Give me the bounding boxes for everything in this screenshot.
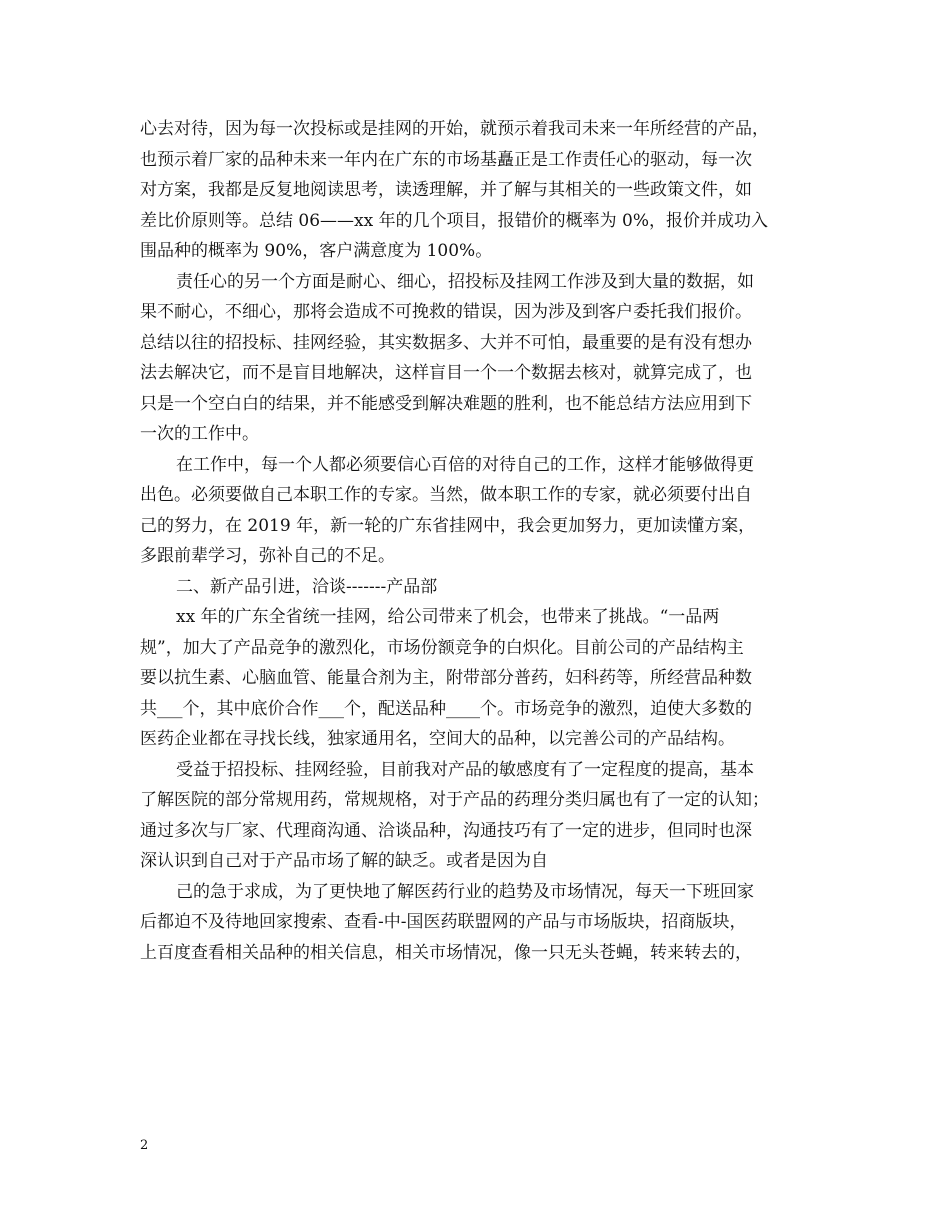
text-line: 围品种的概率为 90%，客户满意度为 100%。 bbox=[140, 241, 493, 261]
text-line: 总结以往的招投标、挂网经验，其实数据多、大并不可怕，最重要的是有没有想办 bbox=[140, 332, 752, 353]
text-line: 共___个，其中底价合作___个，配送品种____个。市场竞争的激烈，迫使大多数的 bbox=[140, 698, 752, 719]
text-line: 规”，加大了产品竞争的激烈化，市场份额竞争的白炽化。目前公司的产品结构主 bbox=[140, 637, 744, 658]
text-line: 后都迫不及待地回家搜索、查看-中-国医药联盟网的产品与市场版块，招商版块， bbox=[140, 912, 747, 932]
text-line: 己的急于求成，为了更快地了解医药行业的趋势及市场情况，每天一下班回家 bbox=[176, 881, 754, 902]
text-line: 出色。必须要做自己本职工作的专家。当然，做本职工作的专家，就必须要付出自 bbox=[140, 485, 752, 505]
text-line: 法去解决它，而不是盲目地解决，这样盲目一个一个数据去核对，就算完成了，也 bbox=[140, 363, 752, 383]
text-line: 受益于招投标、挂网经验，目前我对产品的敏感度有了一定程度的提高，基本 bbox=[176, 759, 754, 780]
text-line: 对方案，我都是反复地阅读思考，读透理解，并了解与其相关的一些政策文件，如 bbox=[140, 180, 752, 200]
text-line: 只是一个空白白的结果，并不能感受到解决难题的胜利，也不能总结方法应用到下 bbox=[140, 393, 752, 414]
text-line: 责任心的另一个方面是耐心、细心，招投标及挂网工作涉及到大量的数据，如 bbox=[176, 271, 754, 292]
text-line: 己的努力，在 2019 年，新一轮的广东省挂网中，我会更加努力，更加读懂方案， bbox=[140, 515, 756, 536]
text-line: 了解医院的部分常规用药，常规规格，对于产品的药理分类归属也有了一定的认知； bbox=[140, 790, 769, 810]
text-line: 通过多次与厂家、代理商沟通、洽谈品种，沟通技巧有了一定的进步，但同时也深 bbox=[140, 820, 752, 841]
text-line: 差比价原则等。总结 06——xx 年的几个项目，报错价的概率为 0%，报价并成功入 bbox=[140, 210, 768, 231]
text-line: 要以抗生素、心脑血管、能量合剂为主，附带部分普药，妇科药等，所经营品种数 bbox=[140, 668, 752, 688]
text-line: 也预示着厂家的品种未来一年内在广东的市场基矗正是工作责任心的驱动，每一次 bbox=[140, 149, 752, 170]
text-line: 心去对待，因为每一次投标或是挂网的开始，就预示着我司未来一年所经营的产品， bbox=[140, 119, 769, 139]
text-line: 上百度查看相关品种的相关信息，相关市场情况，像一只无头苍蝇，转来转去的， bbox=[140, 942, 752, 963]
page-number: 2 bbox=[140, 1138, 149, 1153]
text-line: 多跟前辈学习，弥补自己的不足。 bbox=[140, 546, 395, 566]
text-line: 二、新产品引进，洽谈-------产品部 bbox=[176, 576, 438, 597]
text-line: 一次的工作中。 bbox=[140, 424, 259, 444]
document-body bbox=[140, 114, 820, 968]
text-line: 在工作中，每一个人都必须要信心百倍的对待自己的工作，这样才能够做得更 bbox=[176, 454, 754, 475]
text-line: 深认识到自己对于产品市场了解的缺乏。或者是因为自 bbox=[140, 851, 548, 871]
text-line: xx 年的广东全省统一挂网，给公司带来了机会，也带来了挑战。“一品两 bbox=[176, 607, 720, 627]
text-line: 医药企业都在寻找长线，独家通用名，空间大的品种，以完善公司的产品结构。 bbox=[140, 729, 735, 749]
text-line: 果不耐心，不细心，那将会造成不可挽救的错误，因为涉及到客户委托我们报价。 bbox=[140, 302, 752, 322]
